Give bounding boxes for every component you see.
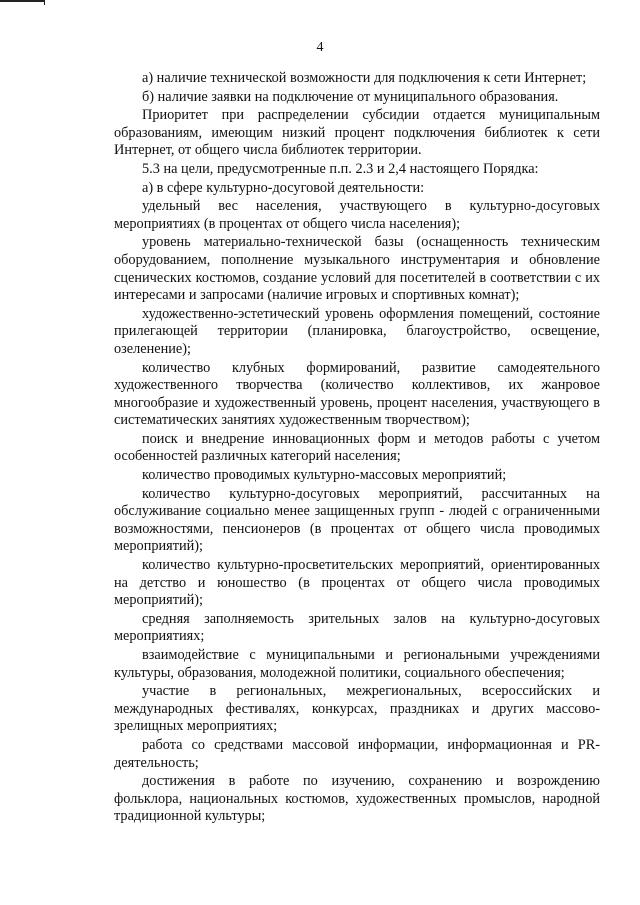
paragraph: работа со средствами массовой информации, информационная и PR-деятельность; bbox=[114, 736, 600, 771]
paragraph: средняя заполняемость зрительных залов на культурно-досуговых мероприятиях; bbox=[114, 610, 600, 645]
paragraph: а) в сфере культурно-досуговой деятельности: bbox=[142, 179, 425, 196]
paragraph: количество проводимых культурно-массовых мероприятий; bbox=[142, 467, 507, 484]
paragraph: поиск и внедрение инновационных форм и методов работы с учетом особенностей различных категорий населения; bbox=[114, 430, 600, 465]
paragraph: количество культурно-просветительских мероприятий, ориентированных на детство и юношество (в процентах от общего числа проводимых мероприятий); bbox=[114, 557, 600, 609]
paragraph: уровень материально-технической базы (оснащенность техническим оборудованием, пополнение музыкального инструментария и обновление сценических костюмов, создание условий для посетителей в соответствии с их интересами и запросами (наличие игровых и спортивных комнат); bbox=[114, 234, 600, 304]
page-number: 4 bbox=[316, 40, 324, 55]
paragraph: количество культурно-досуговых мероприятий, рассчитанных на обслуживание социально менее защищенных групп - людей с ограниченными возможностями, пенсионеров (в процентах от общего числа проводимых мероприятий); bbox=[114, 485, 600, 555]
paragraph: удельный вес населения, участвующего в культурно-досуговых мероприятиях (в процентах от общего числа населения); bbox=[114, 198, 600, 232]
paragraph: участие в региональных, межрегиональных, всероссийских и международных фестивалях, конкурсах, праздниках и других массово-зрелищных мероприятиях; bbox=[114, 683, 600, 735]
paragraph: количество клубных формирований, развитие самодеятельного художественного творчества (количество коллективов, их жанровое многообразие и художественный уровень, процент населения, участвующего в систематических занятиях художественным творчеством); bbox=[114, 359, 600, 429]
paragraph: 5.3 на цели, предусмотренные п.п. 2.3 и 2,4 настоящего Порядка: bbox=[142, 160, 539, 177]
paragraph: художественно-эстетический уровень оформления помещений, состояние прилегающей территории (планировка, благоустройство, освещение, озеленение); bbox=[114, 305, 600, 357]
paragraph: Приоритет при распределении субсидии отдается муниципальным образованиям, имеющим низкий процент подключения библиотек к сети Интернет, от общего числа библиотек территории. bbox=[114, 107, 600, 159]
paragraph: а) наличие технической возможности для подключения к сети Интернет; bbox=[142, 70, 587, 86]
paragraph: взаимодействие с муниципальными и региональными учреждениями культуры, образования, молодежной политики, социального обеспечения; bbox=[114, 647, 600, 681]
paragraph: б) наличие заявки на подключение от муниципального образования. bbox=[142, 88, 559, 105]
document-body bbox=[114, 70, 600, 827]
paragraph: достижения в работе по изучению, сохранению и возрождению фольклора, национальных костюмов, художественных промыслов, народной традиционной культуры; bbox=[114, 773, 600, 825]
scan-edge-mark bbox=[0, 0, 45, 5]
